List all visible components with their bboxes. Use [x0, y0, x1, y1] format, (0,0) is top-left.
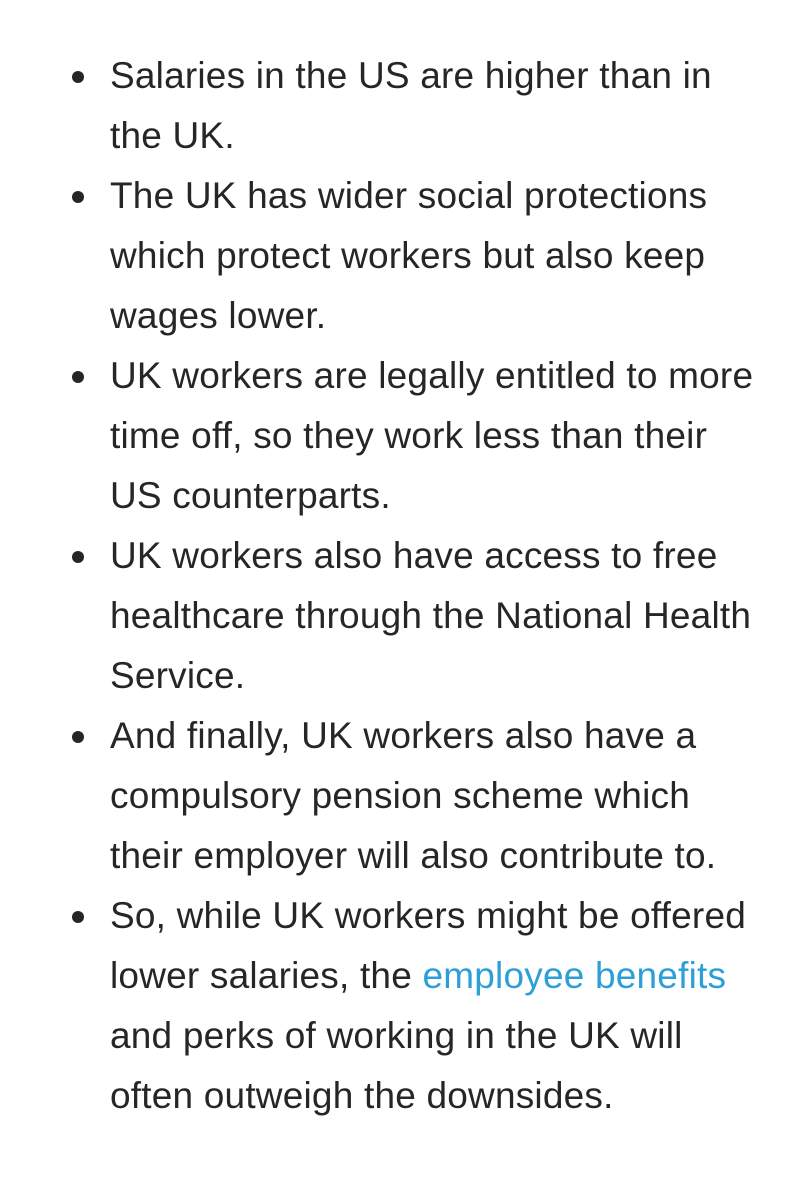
bullet-icon — [72, 731, 84, 743]
list-item-text: And finally, UK workers also have a compulsory pension scheme which their employer will also contribute to. — [110, 715, 717, 876]
list-item-text: The UK has wider social protections which protect workers but also keep wages lower. — [110, 175, 708, 336]
list-item-text: Salaries in the US are higher than in the UK. — [110, 55, 712, 156]
list-item-text-before: So, while UK workers might be offered lower salaries, the — [110, 895, 747, 996]
list-item — [0, 166, 786, 346]
bullet-icon — [72, 191, 84, 203]
list-item — [0, 346, 786, 526]
list-item — [0, 706, 786, 886]
list-item-text: UK workers are legally entitled to more time off, so they work less than their US counterparts. — [110, 355, 754, 516]
list-item — [0, 526, 786, 706]
bullet-icon — [72, 551, 84, 563]
employee-benefits-link[interactable]: employee benefits — [422, 955, 727, 996]
bullet-icon — [72, 911, 84, 923]
list-item — [0, 886, 786, 1126]
list-item-text: UK workers also have access to free healthcare through the National Health Service. — [110, 535, 752, 696]
article-content — [0, 46, 786, 1126]
bullet-list — [0, 46, 786, 1126]
list-item — [0, 46, 786, 166]
list-item-text-after: and perks of working in the UK will often outweigh the downsides. — [110, 1015, 683, 1116]
bullet-icon — [72, 371, 84, 383]
bullet-icon — [72, 71, 84, 83]
